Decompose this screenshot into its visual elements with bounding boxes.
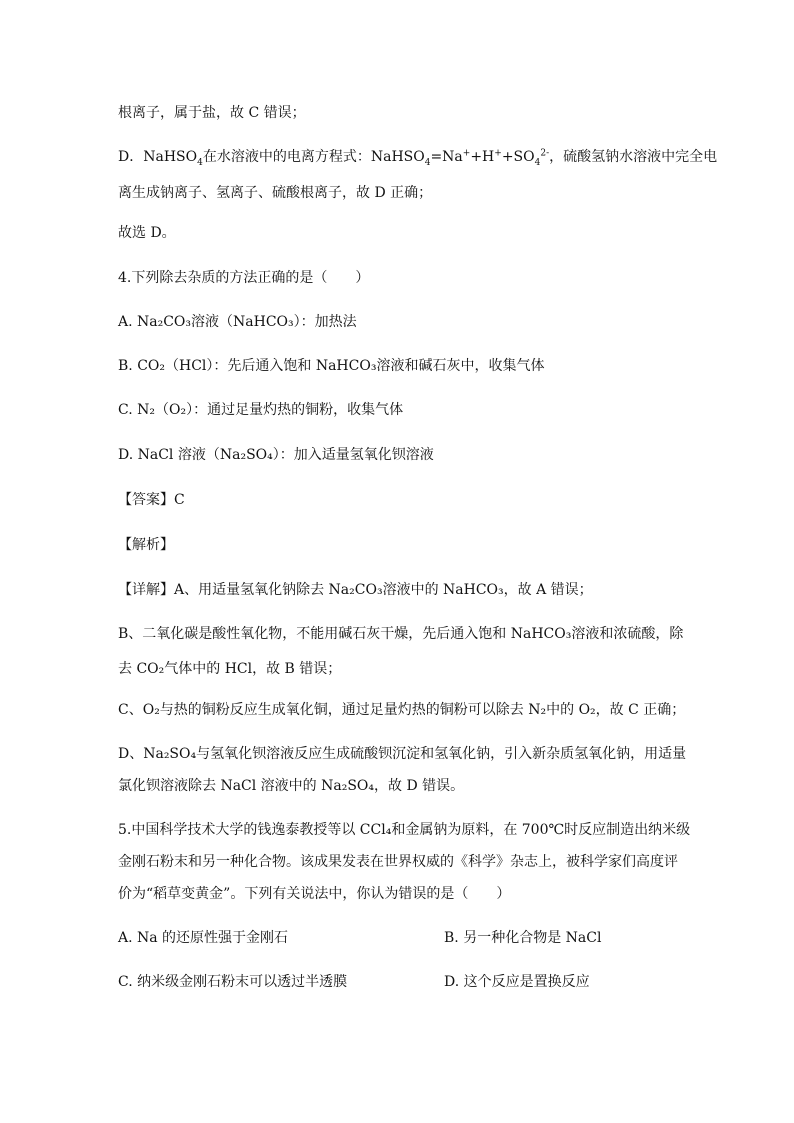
q4-stem: 4.下列除去杂质的方法正确的是（ ） [118, 270, 370, 286]
q4-option-a: A. Na₂CO₃溶液（NaHCO₃）：加热法 [118, 314, 357, 330]
q4-detail-b-line2: 去 CO₂气体中的 HCl，故 B 错误； [118, 661, 342, 677]
q5-option-c: C. 纳米级金刚石粉末可以透过半透膜 [118, 974, 348, 990]
q3-option-d-line1: D．NaHSO$_4$在水溶液中的电离方程式：$NaHSO_4=Na^++H^++SO_4^{2-}$，硫酸氢钠水溶液中完全电 [118, 148, 718, 168]
q4-detail-d-line2: 氯化钡溶液除去 NaCl 溶液中的 Na₂SO₄，故 D 错误。 [118, 778, 465, 794]
q4-detail-b-line1: B、二氧化碳是酸性氧化物，不能用碱石灰干燥，先后通入饱和 NaHCO₃溶液和浓硫酸，除 [118, 626, 684, 642]
text-segment: ，硫酸氢钠水溶液中完全电 [549, 149, 718, 165]
q4-analysis-heading: 【解析】 [118, 537, 174, 553]
q4-option-c: C. N₂（O₂）：通过足量灼热的铜粉，收集气体 [118, 402, 404, 418]
text-segment: +H [470, 149, 495, 165]
q3-conclusion: 故选 D。 [118, 225, 176, 241]
text-segment: D．NaHSO [118, 149, 198, 165]
text-segment: =Na [430, 149, 463, 165]
q4-detail-c: C、O₂与热的铜粉反应生成氧化铜，通过足量灼热的铜粉可以除去 N₂中的 O₂，故 C 正确； [118, 702, 686, 718]
text-segment: +SO [501, 149, 535, 165]
q5-stem-line2: 金刚石粉末和另一种化合物。该成果发表在世界权威的《科学》杂志上，被科学家们高度评 [118, 854, 678, 870]
q4-detail-d-line1: D、Na₂SO₄与氢氧化钡溶液反应生成硫酸钡沉淀和氢氧化钠，引入新杂质氢氧化钠，用适量 [118, 746, 687, 762]
q5-stem-line3: 价为“稻草变黄金”。下列有关说法中，你认为错误的是（ ） [118, 886, 511, 902]
q4-detail-a: 【详解】A、用适量氢氧化钠除去 Na₂CO₃溶液中的 NaHCO₃，故 A 错误； [118, 582, 593, 598]
q5-option-d: D. 这个反应是置换反应 [444, 974, 590, 990]
q3-tail-line1: 根离子，属于盐，故 C 错误； [118, 105, 306, 121]
q4-option-b: B. CO₂（HCl）：先后通入饱和 NaHCO₃溶液和碱石灰中，收集气体 [118, 358, 545, 374]
q4-answer: 【答案】C [118, 492, 185, 508]
q5-option-a: A. Na 的还原性强于金刚石 [118, 930, 289, 946]
q3-option-d-line2: 离生成钠离子、氢离子、硫酸根离子，故 D 正确； [118, 185, 433, 201]
q4-option-d: D. NaCl 溶液（Na₂SO₄）：加入适量氢氧化钡溶液 [118, 447, 434, 463]
text-segment: 在水溶液中的电离方程式：NaHSO [202, 149, 425, 165]
q5-stem-line1: 5.中国科学技术大学的钱逸泰教授等以 CCl₄和金属钠为原料，在 700℃时反应制造出纳米级 [118, 822, 691, 838]
q5-option-b: B. 另一种化合物是 NaCl [444, 930, 602, 946]
